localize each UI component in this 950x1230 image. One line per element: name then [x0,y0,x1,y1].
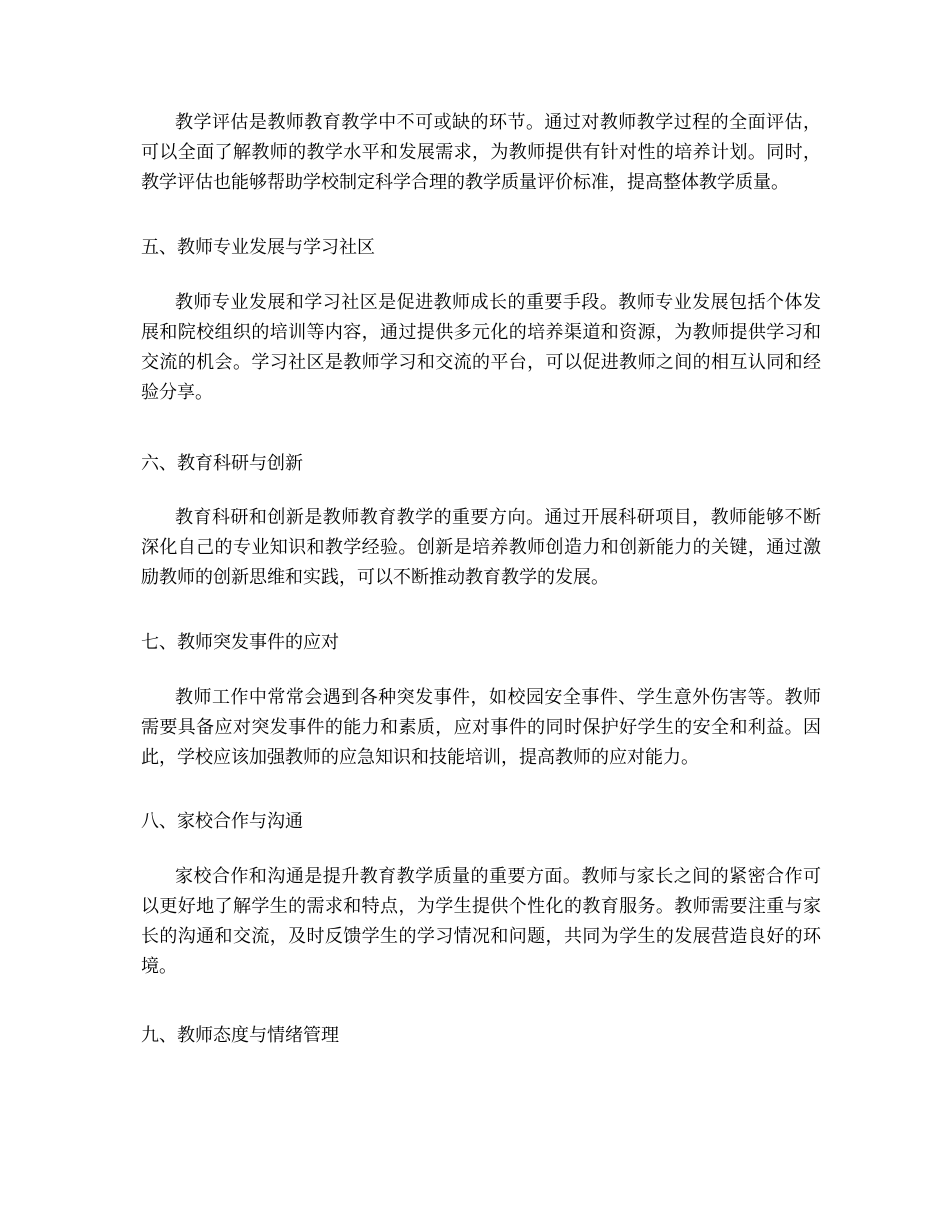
heading-section-5: 五、教师专业发展与学习社区 [141,237,375,258]
paragraph-professional-development: 教师专业发展和学习社区是促进教师成长的重要手段。教师专业发展包括个体发展和院校组织的培训等内容，通过提供多元化的培养渠道和资源，为教师提供学习和交流的机会。学习社区是教师学习和交流的平台，可以促进教师之间的相互认同和经验分享。 [141,292,821,403]
paragraph-research-innovation: 教育科研和创新是教师教育教学的重要方向。通过开展科研项目，教师能够不断深化自己的专业知识和教学经验。创新是培养教师创造力和创新能力的关键，通过激励教师的创新思维和实践，可以不断推动教育教学的发展。 [141,507,821,588]
paragraph-teaching-evaluation: 教学评估是教师教育教学中不可或缺的环节。通过对教师教学过程的全面评估，可以全面了解教师的教学水平和发展需求，为教师提供有针对性的培养计划。同时，教学评估也能够帮助学校制定科学合理的教学质量评价标准，提高整体教学质量。 [141,112,821,193]
paragraph-emergency-response: 教师工作中常常会遇到各种突发事件，如校园安全事件、学生意外伤害等。教师需要具备应对突发事件的能力和素质，应对事件的同时保护好学生的安全和利益。因此，学校应该加强教师的应急知识和技能培训，提高教师的应对能力。 [141,687,821,768]
heading-section-9: 九、教师态度与情绪管理 [141,1025,339,1046]
heading-section-8: 八、家校合作与沟通 [141,811,303,832]
heading-section-6: 六、教育科研与创新 [141,453,303,474]
heading-section-7: 七、教师突发事件的应对 [141,632,339,653]
paragraph-home-school-cooperation: 家校合作和沟通是提升教育教学质量的重要方面。教师与家长之间的紧密合作可以更好地了解学生的需求和特点，为学生提供个性化的教育服务。教师需要注重与家长的沟通和交流，及时反馈学生的学习情况和问题，共同为学生的发展营造良好的环境。 [141,866,821,977]
